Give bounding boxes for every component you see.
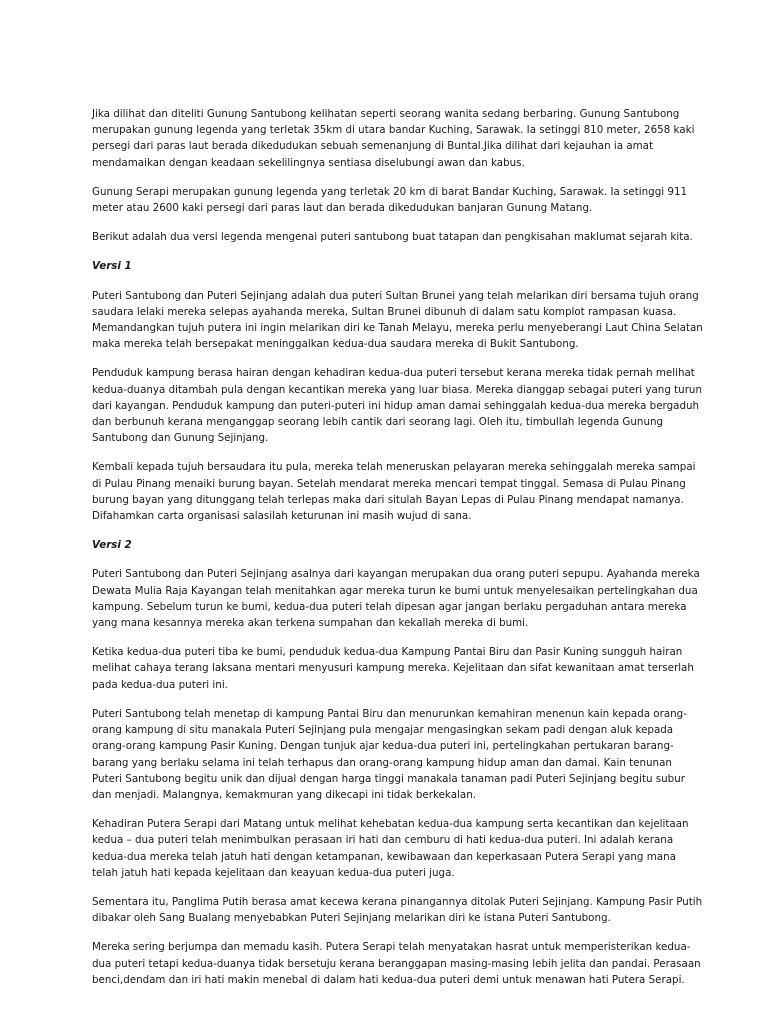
paragraph-versi-2-e: Sementara itu, Panglima Putih berasa amat kecewa kerana pinangannya ditolak Puteri Sejinjang. Kampung Pasir Putih dibakar oleh Sang Bualang menyebabkan Puteri Sejinjang melarikan diri ke istana Puteri Santubong. xyxy=(92,895,703,925)
heading-versi-1: Versi 1 xyxy=(92,260,132,273)
paragraph-versi-1-a: Puteri Santubong dan Puteri Sejinjang adalah dua puteri Sultan Brunei yang telah melarikan diri bersama tujuh orang saudara lelaki mereka selepas ayahanda mereka, Sultan Brunei dibunuh di dalam satu komplot rampasan kuasa. Memandangkan tujuh putera ini ingin melarikan diri ke Tanah Melayu, mereka perlu menyeberangi Laut China Selatan maka mereka telah bersepakat meninggalkan kedua-dua saudara mereka di Bukit Santubong. xyxy=(92,289,703,351)
paragraph-versi-2-d: Kehadiran Putera Serapi dari Matang untuk melihat kehebatan kedua-dua kampung serta kecantikan dan kejelitaan kedua – dua puteri telah menimbulkan perasaan iri hati dan cemburu di hati kedua-dua puteri. Ini adalah kerana kedua-dua mereka telah jatuh hati dengan ketampanan, kewibawaan dan keperkasaan Putera Serapi yang mana telah jatuh hati kepada kejelitaan dan keayuan kedua-dua puteri juga. xyxy=(92,818,689,879)
paragraph-intro-santubong: Jika dilihat dan diteliti Gunung Santubong kelihatan seperti seorang wanita sedang berbaring. Gunung Santubong merupakan gunung legenda yang terletak 35km di utara bandar Kuching, Sarawak. Ia setinggi 810 meter, 2658 kaki persegi dari paras laut berada dikedudukan sebuah semenanjung di Buntal.Jika dilihat dari kejauhan ia amat mendamaikan dengan keadaan sekelilingnya sentiasa diselubungi awan dan kabus. xyxy=(92,108,695,169)
paragraph-versi-2-b: Ketika kedua-dua puteri tiba ke bumi, penduduk kedua-dua Kampung Pantai Biru dan Pasir Kuning sungguh hairan melihat cahaya terang laksana mentari menyusuri kampung mereka. Kejelitaan dan sifat kewanitaan amat terserlah pada kedua-dua puteri ini. xyxy=(92,646,694,691)
paragraph-intro-serapi: Gunung Serapi merupakan gunung legenda yang terletak 20 km di barat Bandar Kuching, Sarawak. Ia setinggi 911 meter atau 2600 kaki persegi dari paras laut dan berada dikedudukan banjaran Gunung Matang. xyxy=(92,185,688,215)
heading-versi-2: Versi 2 xyxy=(92,539,132,552)
document-body xyxy=(92,106,704,1001)
paragraph-versions-intro: Berikut adalah dua versi legenda mengenai puteri santubong buat tatapan dan pengkisahan maklumat sejarah kita. xyxy=(92,231,693,244)
paragraph-versi-2-f: Mereka sering berjumpa dan memadu kasih. Putera Serapi telah menyatakan hasrat untuk memperisterikan kedua-dua puteri tetapi kedua-duanya tidak bersetuju kerana beranggapan masing-masing lebih jelita dan pandai. Perasaan benci,dendam dan iri hati makin menebal di dalam hati kedua-dua puteri demi untuk menawan hati Putera Serapi. xyxy=(92,941,701,986)
paragraph-versi-2-c: Puteri Santubong telah menetap di kampung Pantai Biru dan menurunkan kemahiran menenun kain kepada orang-orang kampung di situ manakala Puteri Sejinjang pula mengajar mengasingkan sekam padi dengan aluk kepada orang-orang kampung Pasir Kuning. Dengan tunjuk ajar kedua-dua puteri ini, pertelingkahan pertukaran barang-barang yang berlaku selama ini telah terhapus dan orang-orang kampung hidup aman dan damai. Kain tenunan Puteri Santubong begitu unik dan dijual dengan harga tinggi manakala tanaman padi Puteri Sejinjang begitu subur dan menjadi. Malangnya, kemakmuran yang dikecapi ini tidak berkekalan. xyxy=(92,707,687,801)
paragraph-versi-2-a: Puteri Santubong dan Puteri Sejinjang asalnya dari kayangan merupakan dua orang puteri sepupu. Ayahanda mereka Dewata Mulia Raja Kayangan telah menitahkan agar mereka turun ke bumi untuk menyelesaikan pertelingkahan dua kampung. Sebelum turun ke bumi, kedua-dua puteri telah dipesan agar jangan berlaku pergaduhan antara mereka yang mana kesannya mereka akan terkena sumpahan dan kekallah mereka di bumi. xyxy=(92,568,700,630)
paragraph-versi-1-c: Kembali kepada tujuh bersaudara itu pula, mereka telah meneruskan pelayaran mereka sehinggalah mereka sampai di Pulau Pinang menaiki burung bayan. Setelah mendarat mereka mencari tempat tinggal. Semasa di Pulau Pinang burung bayan yang ditunggang telah terlepas maka dari situlah Bayan Lepas di Pulau Pinang mendapat namanya. Difahamkan carta organisasi salasilah keturunan ini masih wujud di sana. xyxy=(92,461,696,523)
paragraph-versi-1-b: Penduduk kampung berasa hairan dengan kehadiran kedua-dua puteri tersebut kerana mereka tidak pernah melihat kedua-duanya ditambah pula dengan kecantikan mereka yang luar biasa. Mereka dianggap sebagai puteri yang turun dari kayangan. Penduduk kampung dan puteri-puteri ini hidup aman damai sehinggalah kedua-dua mereka bergaduh dan berbunuh kerana menganggap seorang lebih cantik dari seorang lagi. Oleh itu, timbullah legenda Gunung Santubong dan Gunung Sejinjang. xyxy=(92,367,702,445)
